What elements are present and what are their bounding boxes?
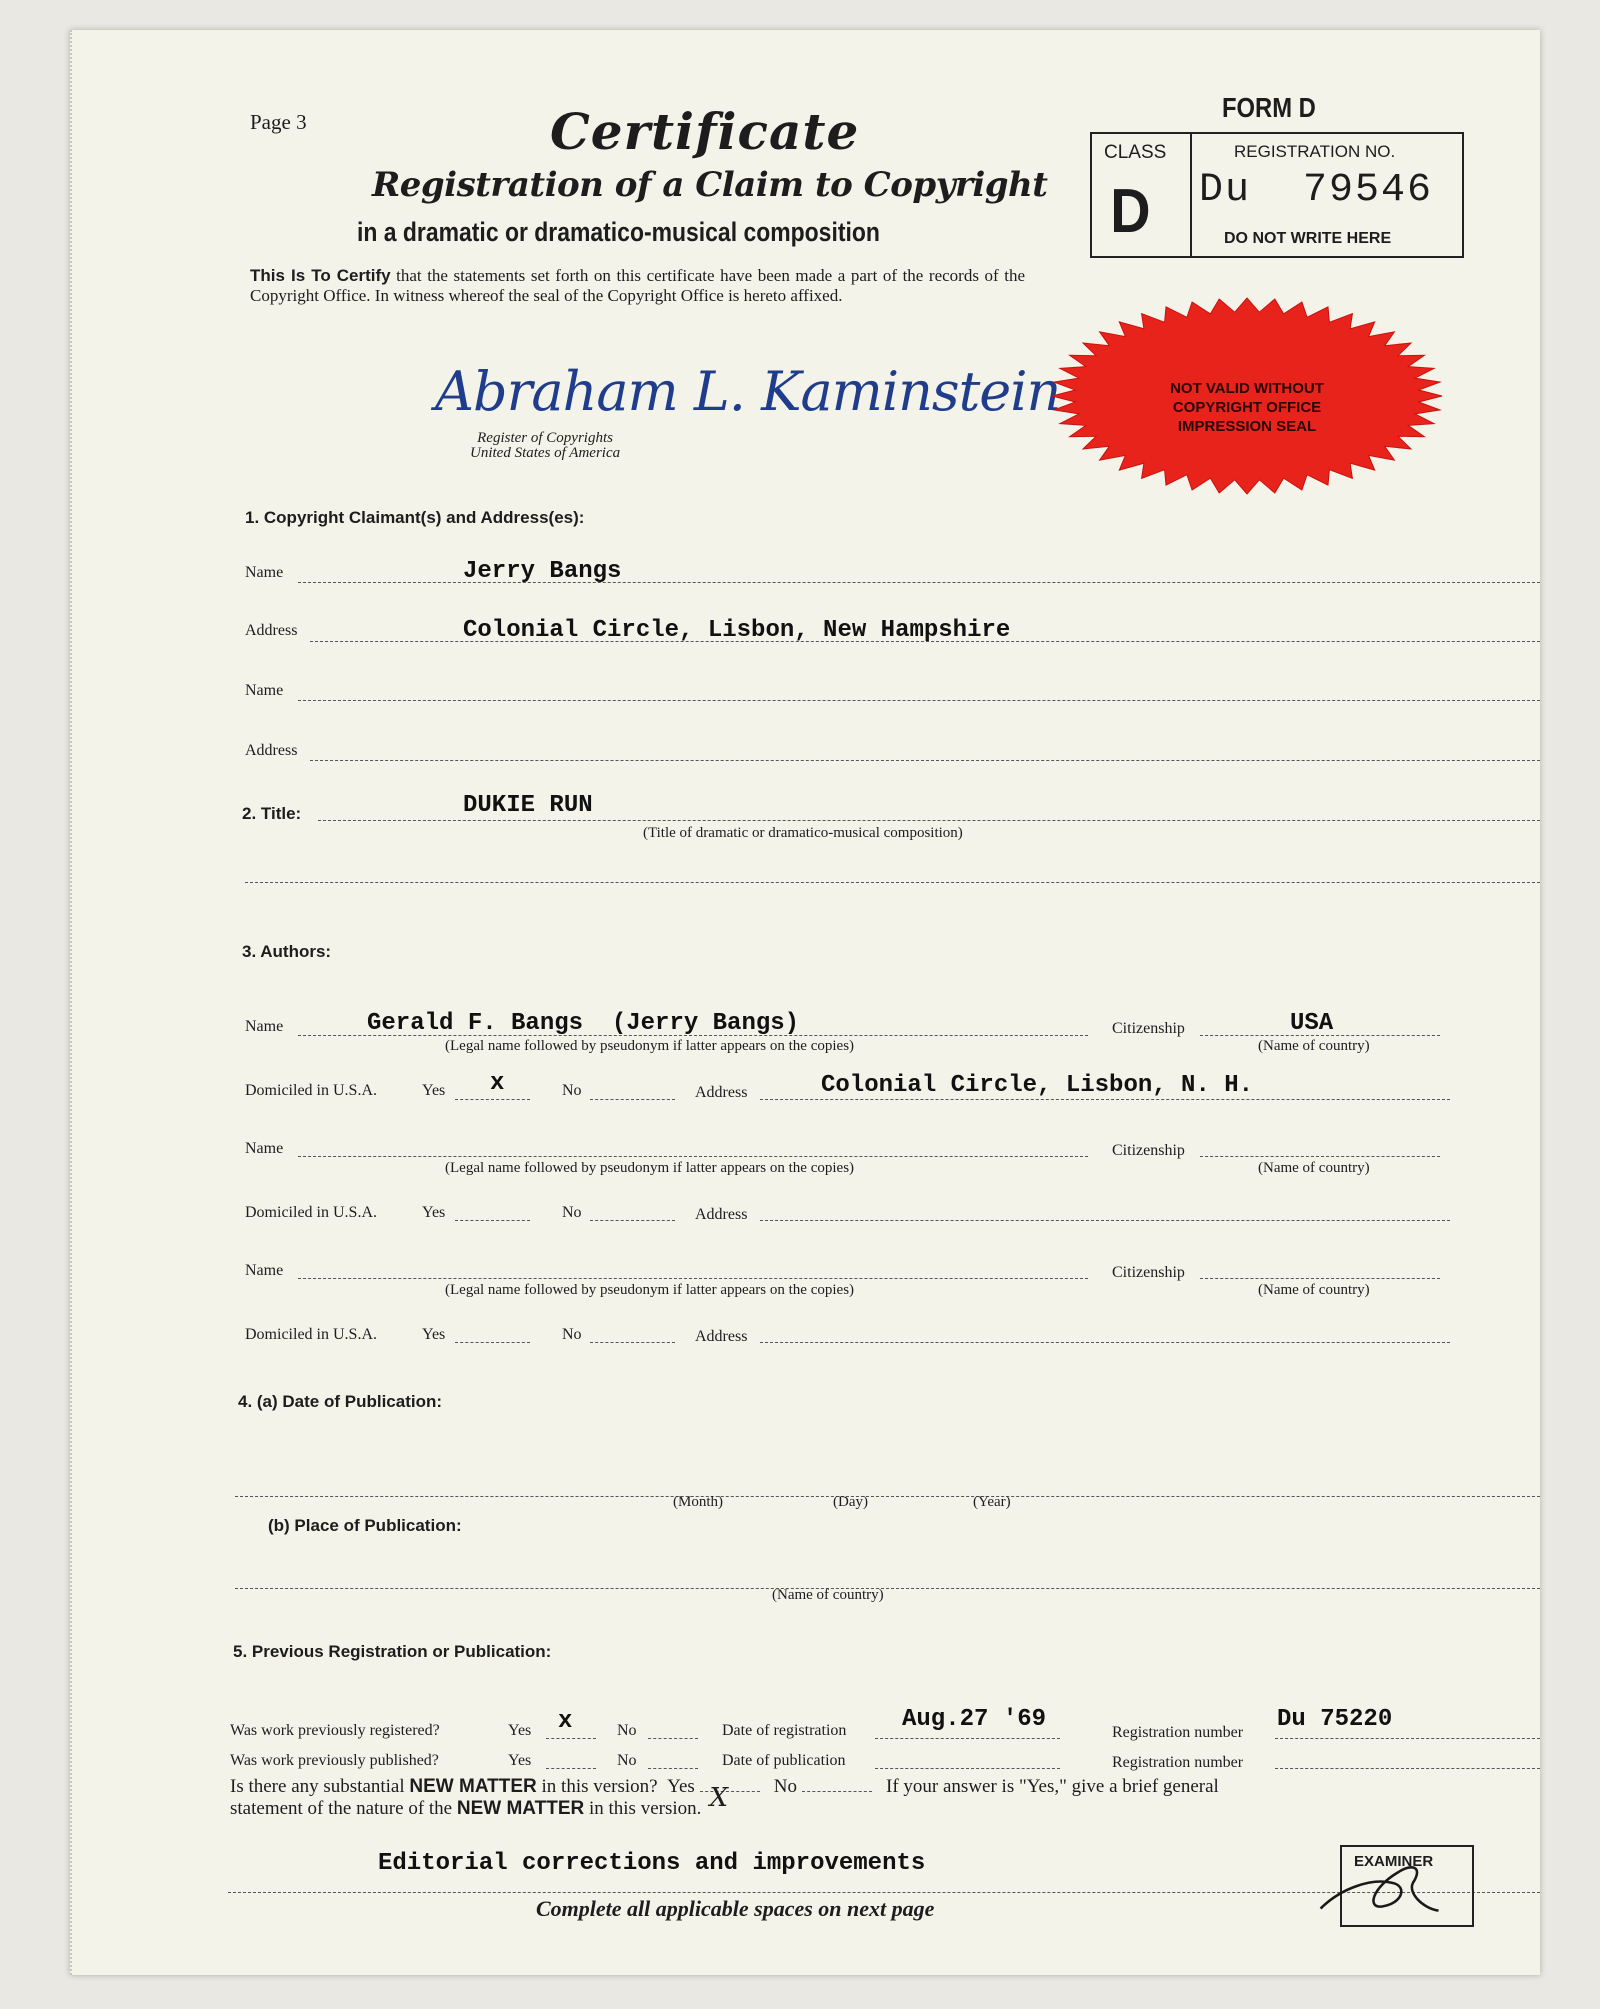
date-pub-line [875, 1768, 1060, 1769]
q-registered-yes: Yes [508, 1722, 532, 1739]
nm-no: No [773, 1776, 798, 1797]
author-name-label-2: Name [245, 1140, 284, 1157]
yes-line-3 [455, 1342, 530, 1343]
examiner-label: EXAMINER [1354, 1853, 1434, 1870]
legal-caption-3: (Legal name followed by pseudonym if latter appears on the copies) [445, 1282, 855, 1298]
copyright-seal [1047, 296, 1447, 496]
q-published: Was work previously published? [230, 1752, 439, 1769]
section-3-heading: 3. Authors: [242, 942, 332, 961]
date-pub-label: Date of publication [722, 1752, 846, 1769]
published-no-line [648, 1768, 698, 1769]
author-1-address: Colonial Circle, Lisbon, N. H. [821, 1072, 1254, 1099]
certificate-title: Certificate [550, 102, 860, 161]
footer-note: Complete all applicable spaces on next page [536, 1896, 935, 1921]
q-registered-no: No [617, 1722, 637, 1739]
registered-yes-mark: x [558, 1708, 573, 1735]
name-line-2 [298, 700, 1540, 701]
nm-yes: Yes [667, 1776, 695, 1797]
reg-num-line [1275, 1738, 1540, 1739]
no-label-2: No [562, 1204, 582, 1221]
name-label-2: Name [245, 682, 284, 699]
domiciled-yes-mark: x [490, 1070, 505, 1097]
date-reg-value: Aug.27 '69 [902, 1706, 1047, 1733]
section-4b-heading: (b) Place of Publication: [268, 1516, 462, 1535]
published-yes-line [546, 1768, 596, 1769]
statement-line [230, 1798, 701, 1820]
author-1-citizenship: USA [1290, 1010, 1334, 1037]
no-line-1 [590, 1099, 675, 1100]
reg-num-label-2: Registration number [1112, 1754, 1244, 1771]
author-address-line-2 [760, 1220, 1450, 1221]
title-value: DUKIE RUN [463, 792, 593, 819]
nm-mark: X [709, 1783, 729, 1813]
address-label-a3: Address [695, 1328, 748, 1345]
nm-yes-line [700, 1783, 760, 1813]
box-divider [1190, 134, 1192, 256]
citizenship-label-2: Citizenship [1112, 1142, 1185, 1159]
no-label-1: No [562, 1082, 582, 1099]
domiciled-label-2: Domiciled in U.S.A. [245, 1204, 377, 1221]
publication-date-line [235, 1496, 1540, 1497]
yes-label-1: Yes [422, 1082, 446, 1099]
yes-label-2: Yes [422, 1204, 446, 1221]
do-not-write: DO NOT WRITE HERE [1224, 230, 1392, 247]
reg-num-value: Du 75220 [1277, 1706, 1393, 1733]
registration-box [1090, 132, 1464, 258]
author-name-line-2 [298, 1156, 1088, 1157]
section-5-heading: 5. Previous Registration or Publication: [233, 1642, 552, 1661]
no-line-3 [590, 1342, 675, 1343]
name-label-1: Name [245, 564, 284, 581]
q-published-no: No [617, 1752, 637, 1769]
stmt-2: in this version. [588, 1798, 702, 1819]
day-caption: (Day) [833, 1494, 868, 1510]
class-value: D [1110, 177, 1151, 246]
page-label: Page 3 [250, 110, 307, 134]
registered-yes-line [546, 1738, 596, 1739]
seal-line-3: IMPRESSION SEAL [1177, 418, 1317, 435]
author-address-line-3 [760, 1342, 1450, 1343]
domiciled-label-3: Domiciled in U.S.A. [245, 1326, 377, 1343]
country-caption-1: (Name of country) [1258, 1038, 1370, 1054]
certificate-page [70, 30, 1540, 1975]
author-1-name: Gerald F. Bangs (Jerry Bangs) [367, 1010, 800, 1037]
title-line [318, 820, 1540, 821]
stmt-bold: NEW MATTER [456, 1798, 585, 1819]
month-caption: (Month) [673, 1494, 723, 1510]
address-label-2: Address [245, 742, 298, 759]
citizenship-line-3 [1200, 1278, 1440, 1279]
title-line-2 [245, 882, 1540, 883]
address-label-a1: Address [695, 1084, 748, 1101]
author-name-label-1: Name [245, 1018, 284, 1035]
seal-line-1: NOT VALID WITHOUT [1170, 380, 1324, 397]
examiner-box [1340, 1845, 1474, 1927]
date-reg-line [875, 1738, 1060, 1739]
yes-line-1 [455, 1099, 530, 1100]
reg-num-line-2 [1275, 1768, 1540, 1769]
legal-caption-1: (Legal name followed by pseudonym if latter appears on the copies) [445, 1038, 855, 1054]
date-reg-label: Date of registration [722, 1722, 847, 1739]
legal-caption-2: (Legal name followed by pseudonym if latter appears on the copies) [445, 1160, 855, 1176]
certificate-subtitle: Registration of a Claim to Copyright [372, 165, 1048, 205]
certify-bold: This Is To Certify [250, 266, 391, 285]
signature: Abraham L. Kaminstein [435, 360, 1061, 423]
address-label-a2: Address [695, 1206, 748, 1223]
author-address-line-1 [760, 1099, 1450, 1100]
perforation-edge [70, 30, 76, 1975]
q-published-yes: Yes [508, 1752, 532, 1769]
author-name-label-3: Name [245, 1262, 284, 1279]
publication-place-line [235, 1588, 1540, 1589]
nm-if: If your answer is "Yes," give a brief general [886, 1776, 1219, 1797]
register-line-2: United States of America [470, 445, 621, 461]
certificate-subtitle-2: in a dramatic or dramatico-musical composition [357, 217, 880, 247]
country-caption-3: (Name of country) [1258, 1282, 1370, 1298]
q-registered: Was work previously registered? [230, 1722, 440, 1739]
examiner-initial-scribble [1302, 1847, 1452, 1927]
yes-line-2 [455, 1220, 530, 1221]
stmt-1: statement of the nature of the [230, 1798, 453, 1819]
certify-statement [250, 266, 1025, 306]
country-caption-2: (Name of country) [1258, 1160, 1370, 1176]
nm-no-line [802, 1791, 872, 1792]
reg-no-label: REGISTRATION NO. [1234, 142, 1396, 161]
author-name-line-3 [298, 1278, 1088, 1279]
certify-text: that the statements set forth on this certificate have been made a part of the records of the Copyright Office. In witness whereof the seal of the Copyright Office is hereto affixed. [250, 266, 1025, 305]
no-label-3: No [562, 1326, 582, 1343]
section-1-heading: 1. Copyright Claimant(s) and Address(es): [245, 508, 585, 527]
register-title [470, 431, 620, 461]
new-matter-answer: Editorial corrections and improvements [378, 1850, 926, 1877]
year-caption: (Year) [973, 1494, 1011, 1510]
reg-no-value: Du 79546 [1199, 168, 1434, 213]
seal-line-2: COPYRIGHT OFFICE [1172, 399, 1322, 416]
citizenship-label-1: Citizenship [1112, 1020, 1185, 1037]
no-line-2 [590, 1220, 675, 1221]
section-2-heading: 2. Title: [242, 804, 302, 823]
nm-bold: NEW MATTER [409, 1776, 537, 1797]
nm-q2: in this version? [541, 1776, 658, 1797]
address-label-1: Address [245, 622, 298, 639]
reg-num-label: Registration number [1112, 1724, 1244, 1741]
domiciled-label-1: Domiciled in U.S.A. [245, 1082, 377, 1099]
class-label: CLASS [1104, 142, 1167, 163]
registered-no-line [648, 1738, 698, 1739]
citizenship-line-2 [1200, 1156, 1440, 1157]
claimant-name: Jerry Bangs [463, 558, 622, 585]
form-label: FORM D [1222, 92, 1316, 123]
title-caption: (Title of dramatic or dramatico-musical composition) [643, 825, 963, 841]
section-4a-heading: 4. (a) Date of Publication: [238, 1392, 443, 1411]
yes-label-3: Yes [422, 1326, 446, 1343]
register-line-1: Register of Copyrights [477, 430, 613, 446]
claimant-address: Colonial Circle, Lisbon, New Hampshire [463, 617, 1011, 644]
address-line-2 [310, 760, 1540, 761]
country-caption-pub: (Name of country) [772, 1587, 884, 1603]
citizenship-label-3: Citizenship [1112, 1264, 1185, 1281]
nm-q1: Is there any substantial [230, 1776, 405, 1797]
